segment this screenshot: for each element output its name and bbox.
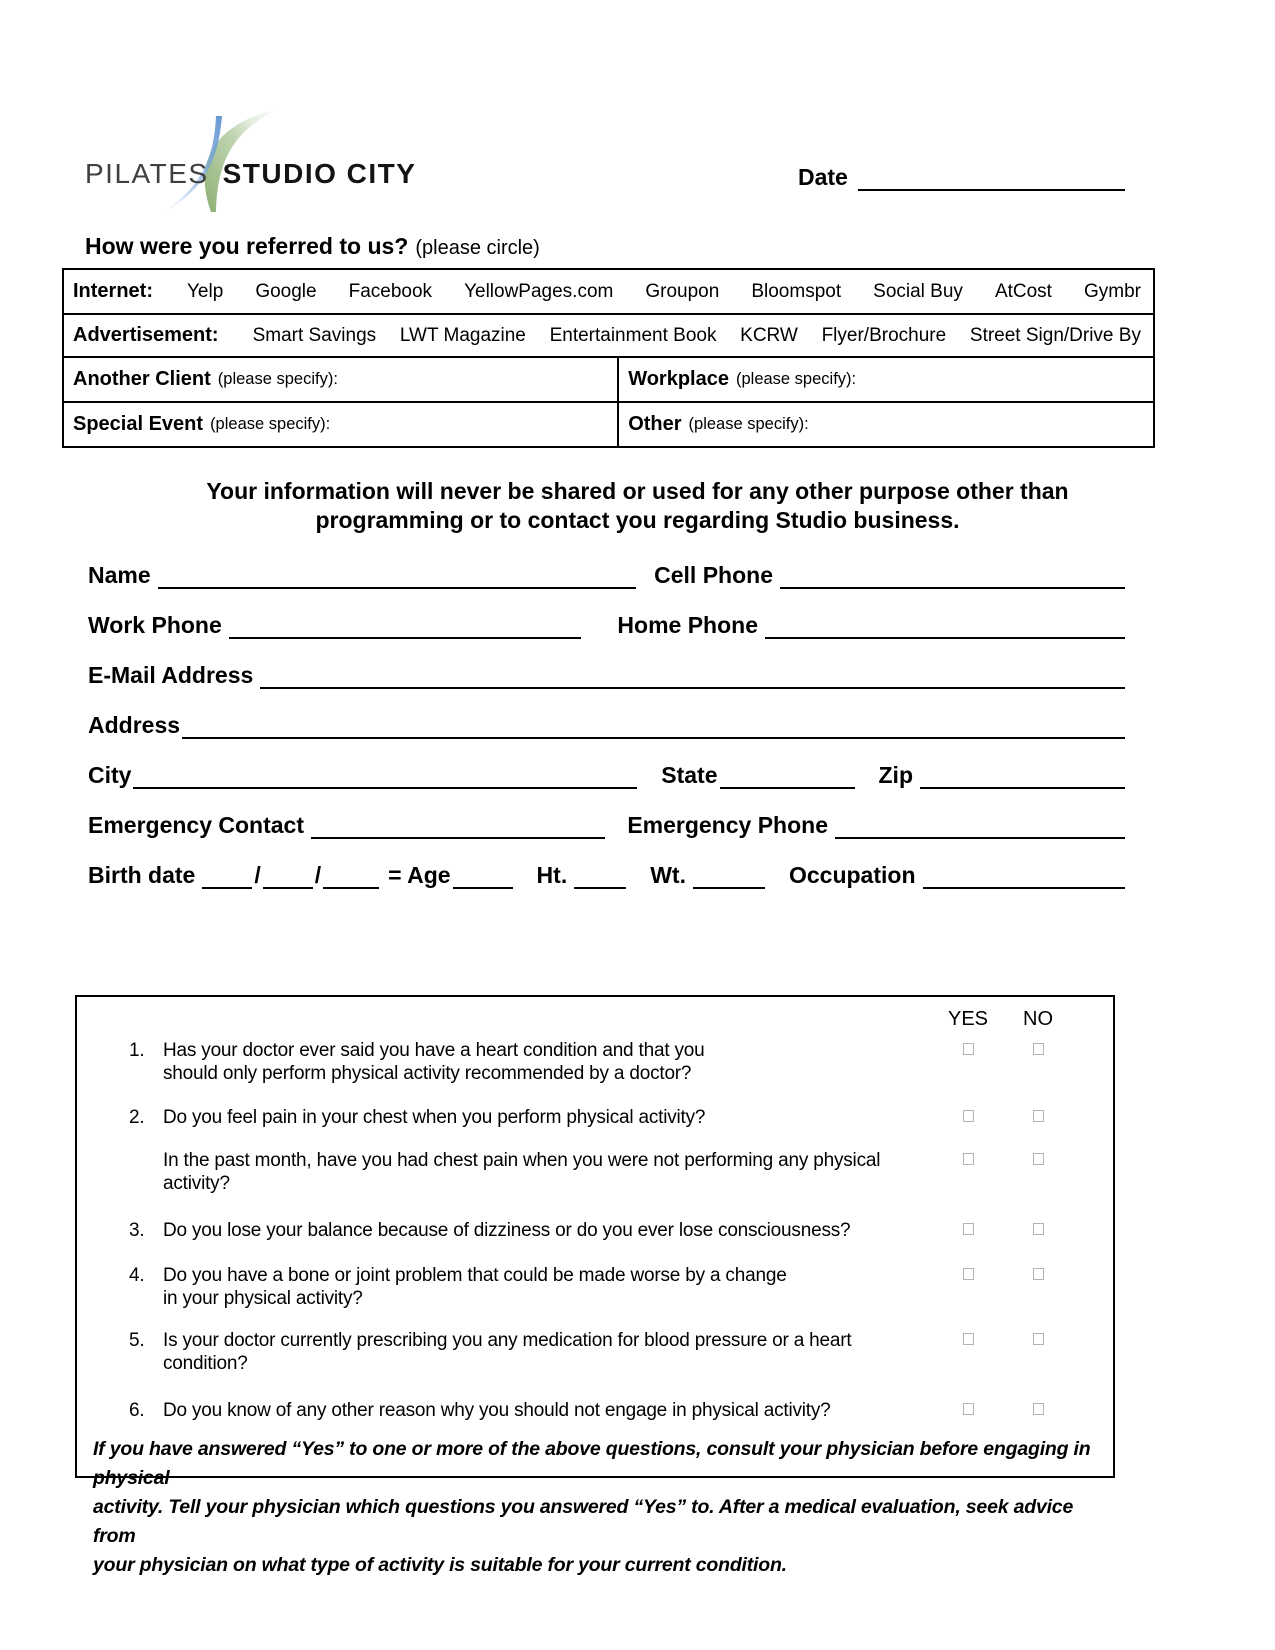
name-label: Name — [88, 562, 151, 588]
question-text-line: Is your doctor currently prescribing you any medication for blood pressure or a heart condition? — [163, 1330, 852, 1374]
option-yelp[interactable]: Yelp — [187, 280, 224, 302]
option-smart-savings[interactable]: Smart Savings — [252, 324, 377, 346]
question-text-line: In the past month, have you had chest pain when you were not performing any physical activity? — [163, 1150, 881, 1194]
question-row-4 — [77, 1264, 1113, 1310]
question-text — [163, 1106, 933, 1129]
q5-no-checkbox[interactable] — [1033, 1333, 1044, 1345]
privacy-statement — [0, 477, 1275, 535]
weight-label: Wt. — [650, 862, 686, 888]
email-label: E-Mail Address — [88, 662, 254, 688]
emergency-contact-blank-line[interactable] — [311, 812, 605, 839]
date-field-row — [798, 164, 1125, 191]
option-yellowpages[interactable]: YellowPages.com — [464, 280, 614, 302]
name-blank-line[interactable] — [158, 562, 636, 589]
question-row-5 — [77, 1329, 1113, 1375]
q4-no-checkbox[interactable] — [1033, 1268, 1044, 1280]
q6-yes-checkbox[interactable] — [963, 1403, 974, 1415]
question-text-line: in your physical activity? — [163, 1288, 363, 1309]
referral-heading-text: How were you referred to us? — [85, 233, 409, 259]
question-text-line: Do you know of any other reason why you should not engage in physical activity? — [163, 1400, 831, 1421]
q1-yes-checkbox[interactable] — [963, 1043, 974, 1055]
address-blank-line[interactable] — [182, 712, 1125, 739]
q2b-yes-checkbox[interactable] — [963, 1153, 974, 1165]
weight-blank[interactable] — [693, 862, 765, 889]
referral-row-event-other — [64, 401, 1153, 446]
advertisement-label: Advertisement: — [73, 324, 219, 346]
q3-yes-checkbox[interactable] — [963, 1223, 974, 1235]
zip-label: Zip — [878, 762, 913, 788]
question-text — [163, 1219, 933, 1242]
birthdate-row — [88, 862, 1125, 889]
question-text-line: Do you lose your balance because of dizziness or do you ever lose consciousness? — [163, 1220, 851, 1241]
special-event-cell[interactable] — [64, 403, 617, 446]
question-text-line: Do you have a bone or joint problem that could be made worse by a change — [163, 1265, 787, 1286]
logo-text-pilates: PILATES — [85, 158, 209, 189]
city-blank-line[interactable] — [133, 762, 637, 789]
privacy-line-1: Your information will never be shared or used for any other purpose other than — [206, 478, 1069, 504]
option-kcrw[interactable]: KCRW — [740, 324, 798, 346]
question-text-line: should only perform physical activity recommended by a doctor? — [163, 1063, 692, 1084]
internet-label: Internet: — [73, 280, 153, 302]
disclaimer-line: your physician on what type of activity is suitable for your current condition. — [93, 1554, 787, 1576]
question-text — [163, 1039, 933, 1085]
option-google[interactable]: Google — [255, 280, 317, 302]
special-event-label: Special Event — [73, 413, 204, 435]
city-label: City — [88, 762, 132, 788]
workplace-label: Workplace — [628, 368, 729, 390]
q2-no-checkbox[interactable] — [1033, 1110, 1044, 1122]
q2b-no-checkbox[interactable] — [1033, 1153, 1044, 1165]
disclaimer-line: If you have answered “Yes” to one or more of the above questions, consult your physician before engaging in physical — [93, 1438, 1091, 1489]
q5-yes-checkbox[interactable] — [963, 1333, 974, 1345]
age-blank[interactable] — [453, 862, 513, 889]
name-row — [88, 562, 1125, 589]
date-slash-1: / — [254, 862, 261, 888]
advertisement-options — [253, 325, 1141, 347]
emergency-phone-blank-line[interactable] — [835, 812, 1125, 839]
workplace-cell[interactable] — [617, 358, 1153, 401]
referral-heading-note: (please circle) — [415, 237, 540, 259]
referral-row-client-workplace — [64, 356, 1153, 401]
internet-options — [187, 281, 1141, 303]
other-cell[interactable] — [617, 403, 1153, 446]
question-text — [163, 1329, 933, 1375]
q4-yes-checkbox[interactable] — [963, 1268, 974, 1280]
work-phone-row — [88, 612, 1125, 639]
referral-row-internet — [64, 270, 1153, 313]
referral-table — [62, 268, 1155, 448]
question-row-3 — [77, 1219, 1113, 1242]
emergency-contact-label: Emergency Contact — [88, 812, 305, 838]
emergency-row — [88, 812, 1125, 839]
physician-disclaimer — [93, 1435, 1099, 1580]
no-column-header: NO — [1023, 1008, 1053, 1030]
work-phone-label: Work Phone — [88, 612, 222, 638]
equals-age-label: = Age — [388, 862, 451, 888]
q6-no-checkbox[interactable] — [1033, 1403, 1044, 1415]
question-number: 1. — [129, 1040, 145, 1061]
option-gymbr[interactable]: Gymbr — [1083, 280, 1141, 302]
option-flyer-brochure[interactable]: Flyer/Brochure — [821, 324, 947, 346]
option-lwt-magazine[interactable]: LWT Magazine — [399, 324, 526, 346]
cell-phone-label: Cell Phone — [654, 562, 773, 588]
question-text — [163, 1149, 933, 1195]
question-row-1 — [77, 1039, 1113, 1085]
yes-column-header: YES — [947, 1008, 989, 1030]
option-entertainment-book[interactable]: Entertainment Book — [549, 324, 717, 346]
question-number: 6. — [129, 1400, 145, 1421]
occupation-label: Occupation — [788, 862, 916, 888]
question-number: 5. — [129, 1330, 145, 1351]
email-blank-line[interactable] — [260, 662, 1125, 689]
date-blank-line[interactable] — [858, 164, 1125, 191]
option-social-buy[interactable]: Social Buy — [873, 280, 963, 302]
referral-heading — [85, 233, 540, 260]
birth-month-blank[interactable] — [202, 862, 252, 889]
option-street-sign[interactable]: Street Sign/Drive By — [969, 324, 1141, 346]
question-number: 2. — [129, 1107, 145, 1128]
birth-day-blank[interactable] — [263, 862, 313, 889]
city-state-zip-row — [88, 762, 1125, 789]
another-client-label: Another Client — [73, 368, 211, 390]
other-note: (please specify): — [688, 415, 809, 433]
question-text — [163, 1399, 933, 1422]
question-row-6 — [77, 1399, 1113, 1422]
option-atcost[interactable]: AtCost — [994, 280, 1052, 302]
date-slash-2: / — [314, 862, 322, 888]
height-blank[interactable] — [574, 862, 626, 889]
home-phone-blank-line[interactable] — [765, 612, 1125, 639]
address-row — [88, 712, 1125, 739]
special-event-note: (please specify): — [210, 415, 331, 433]
emergency-phone-label: Emergency Phone — [627, 812, 828, 838]
q2-yes-checkbox[interactable] — [963, 1110, 974, 1122]
height-label: Ht. — [536, 862, 568, 888]
option-facebook[interactable]: Facebook — [348, 280, 433, 302]
question-text-line: Has your doctor ever said you have a heart condition and that you — [163, 1040, 705, 1061]
question-number — [129, 1149, 163, 1195]
question-row-2 — [77, 1106, 1113, 1129]
workplace-note: (please specify): — [735, 370, 857, 388]
logo — [85, 158, 416, 198]
logo-text-studio-city: STUDIO CITY — [222, 158, 417, 189]
zip-blank-line[interactable] — [920, 762, 1125, 789]
email-row — [88, 662, 1125, 689]
state-label: State — [661, 762, 718, 788]
cell-phone-blank-line[interactable] — [780, 562, 1125, 589]
question-number: 3. — [129, 1220, 145, 1241]
question-number: 4. — [129, 1265, 145, 1286]
privacy-line-2: programming or to contact you regarding Studio business. — [315, 507, 960, 533]
birth-date-label: Birth date — [88, 862, 196, 888]
yes-no-header — [77, 1008, 1113, 1031]
address-label: Address — [88, 712, 181, 738]
other-label: Other — [628, 413, 682, 435]
q3-no-checkbox[interactable] — [1033, 1223, 1044, 1235]
work-phone-blank-line[interactable] — [229, 612, 582, 639]
date-label: Date — [798, 164, 848, 190]
option-groupon[interactable]: Groupon — [645, 280, 720, 302]
birth-year-blank[interactable] — [323, 862, 379, 889]
state-blank-line[interactable] — [720, 762, 855, 789]
occupation-blank[interactable] — [923, 862, 1126, 889]
question-row-2b — [77, 1149, 1113, 1195]
referral-row-advertisement — [64, 313, 1153, 356]
question-text — [163, 1264, 933, 1310]
home-phone-label: Home Phone — [617, 612, 758, 638]
option-bloomspot[interactable]: Bloomspot — [751, 280, 842, 302]
par-q-questionnaire-box — [75, 995, 1115, 1576]
question-text-line: Do you feel pain in your chest when you perform physical activity? — [163, 1107, 706, 1128]
another-client-cell[interactable] — [64, 358, 617, 401]
disclaimer-line: activity. Tell your physician which questions you answered “Yes” to. After a medical evaluation, seek advice from — [93, 1496, 1074, 1547]
q1-no-checkbox[interactable] — [1033, 1043, 1044, 1055]
another-client-note: (please specify): — [217, 370, 338, 388]
